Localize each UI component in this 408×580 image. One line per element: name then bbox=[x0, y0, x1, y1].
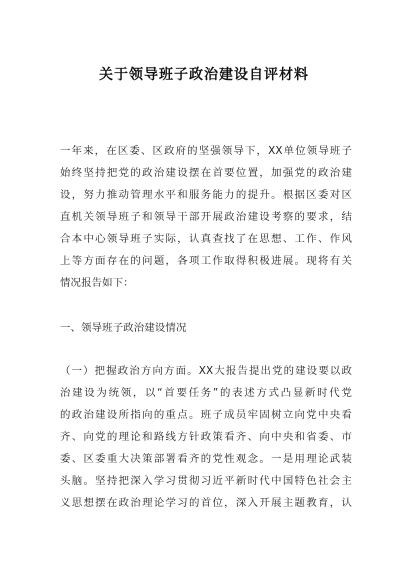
paragraph-line: 头脑。坚持把深入学习贯彻习近平新时代中国特色社会主 bbox=[60, 475, 352, 487]
paragraph-line: 直机关领导班子和领导干部开展政治建设考察的要求，结 bbox=[60, 211, 352, 223]
paragraph-line: 一年来，在区委、区政府的坚强领导下，XX单位领导班子 bbox=[60, 145, 352, 157]
paragraph-line: 始终坚持把党的政治建设摆在首要位置，加强党的政治建 bbox=[60, 167, 352, 179]
paragraph-line: （一）把握政治方向方面。XX大报告提出党的建设要以政 bbox=[60, 365, 352, 377]
paragraph-line: 治建设为统领，以“首要任务”的表述方式凸显新时代党 bbox=[60, 387, 352, 399]
paragraph-line: 的政治建设所指向的重点。班子成员牢固树立向党中央看 bbox=[60, 409, 352, 421]
paragraph-line: 合本中心领导班子实际，认真查找了在思想、工作、作风 bbox=[60, 233, 352, 245]
paragraph-line: 设，努力推动管理水平和服务能力的提升。根据区委对区 bbox=[60, 189, 352, 201]
paragraph-line: 情况报告如下： bbox=[60, 277, 134, 289]
paragraph-line: 齐、向党的理论和路线方针政策看齐、向中央和省委、市 bbox=[60, 431, 352, 443]
section-heading: 一、领导班子政治建设情况 bbox=[60, 322, 187, 334]
paragraph-line: 上等方面存在的问题，各项工作取得积极进展。现将有关 bbox=[60, 255, 352, 267]
document-title: 关于领导班子政治建设自评材料 bbox=[99, 67, 309, 83]
paragraph-line: 委、区委重大决策部署看齐的党性观念。一是用理论武装 bbox=[60, 453, 352, 465]
paragraph-line: 义思想摆在政治理论学习的首位，深入开展主题教育，认 bbox=[60, 497, 352, 509]
